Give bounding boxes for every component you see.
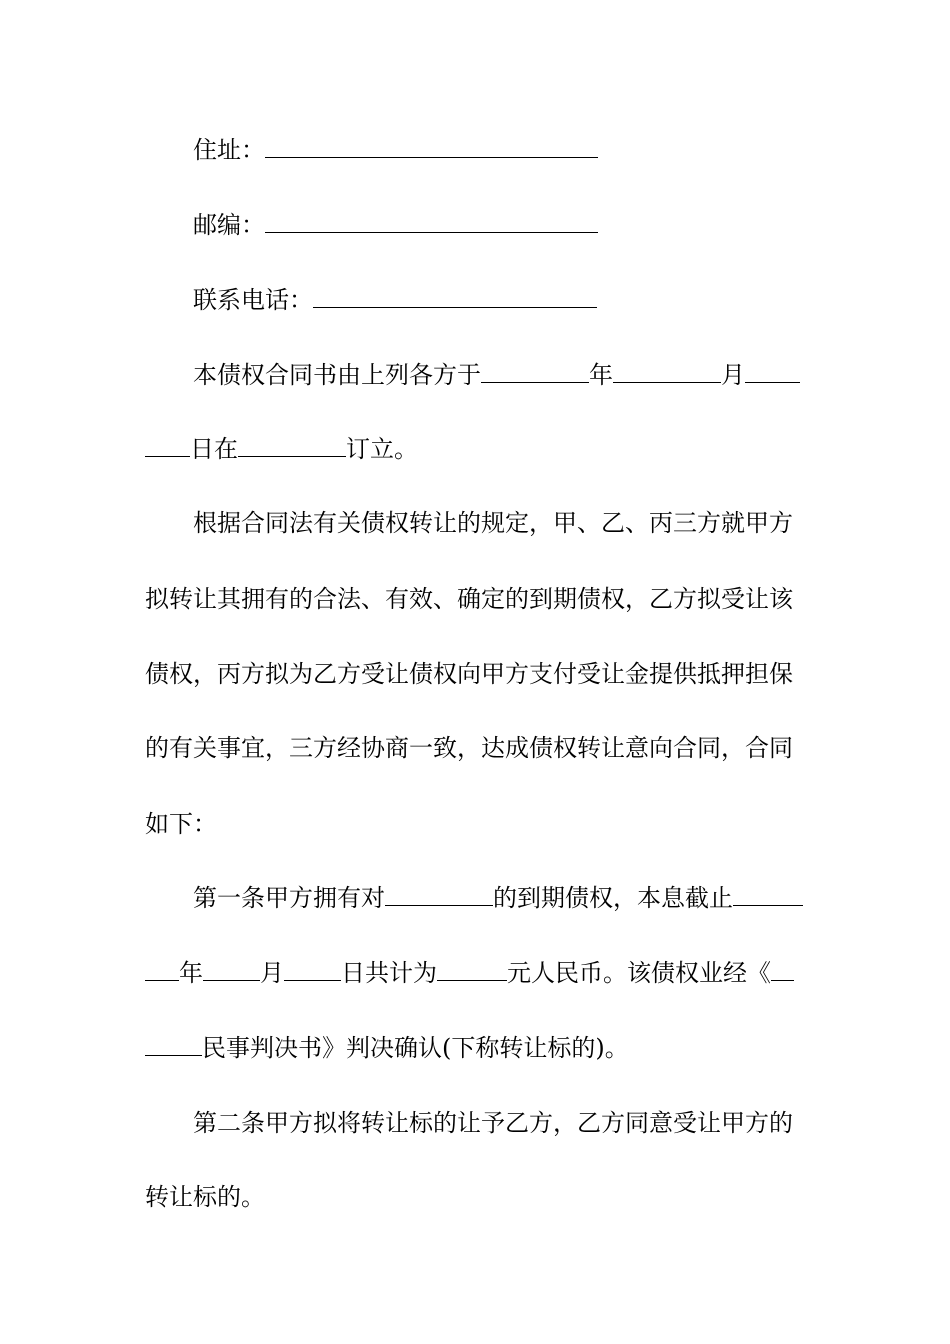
phone-label: 联系电话： xyxy=(193,286,313,314)
signing-place-blank[interactable] xyxy=(238,429,346,457)
cutoff-month-blank[interactable] xyxy=(203,953,260,981)
preamble-line-1: 根据合同法有关债权转让的规定，甲、乙、丙三方就甲方 xyxy=(193,509,793,537)
judgment-blank-part2[interactable] xyxy=(145,1028,202,1056)
postcode-label: 邮编： xyxy=(193,211,265,239)
preamble-line-3: 债权，丙方拟为乙方受让债权向甲方支付受让金提供抵押担保 xyxy=(145,660,793,688)
signing-day-blank-part2[interactable] xyxy=(145,429,190,457)
article1-part6: 元人民币。该债权业经《 xyxy=(507,959,771,987)
address-label: 住址： xyxy=(193,136,265,164)
article2-line-2: 转让标的。 xyxy=(145,1183,265,1211)
phone-line xyxy=(193,280,810,320)
article1-part5: 日共计为 xyxy=(341,959,437,987)
address-blank[interactable] xyxy=(265,130,598,158)
postcode-line xyxy=(193,205,810,245)
signing-line-2 xyxy=(145,429,810,469)
article1-part1: 第一条甲方拥有对 xyxy=(193,884,385,912)
article1-line-1 xyxy=(193,878,810,918)
cutoff-day-blank[interactable] xyxy=(284,953,341,981)
cutoff-year-blank-part2[interactable] xyxy=(145,953,179,981)
article1-part7: 民事判决书》判决确认(下称转让标的)。 xyxy=(202,1034,629,1062)
signing-month-blank[interactable] xyxy=(613,355,721,383)
article2-line-1: 第二条甲方拟将转让标的让予乙方，乙方同意受让甲方的 xyxy=(193,1109,793,1137)
signing-day-blank-part1[interactable] xyxy=(745,355,800,383)
article1-part2: 的到期债权，本息截止 xyxy=(493,884,733,912)
preamble-line-5: 如下： xyxy=(145,810,217,838)
article1-line-2 xyxy=(145,953,810,993)
debtor-blank[interactable] xyxy=(385,878,493,906)
signing-year-label: 年 xyxy=(589,361,613,389)
article1-month-label: 月 xyxy=(260,959,284,987)
phone-blank[interactable] xyxy=(313,280,597,308)
signing-month-label: 月 xyxy=(721,361,745,389)
article1-line-3 xyxy=(145,1028,810,1068)
preamble-line-4: 的有关事宜，三方经协商一致，达成债权转让意向合同，合同 xyxy=(145,734,793,762)
postcode-blank[interactable] xyxy=(265,205,598,233)
signing-year-blank[interactable] xyxy=(481,355,589,383)
signing-end: 订立。 xyxy=(346,435,418,463)
signing-intro: 本债权合同书由上列各方于 xyxy=(193,361,481,389)
amount-blank[interactable] xyxy=(437,953,507,981)
cutoff-year-blank-part1[interactable] xyxy=(733,878,803,906)
address-line xyxy=(193,130,810,170)
signing-line-1 xyxy=(193,355,810,395)
signing-day-label: 日在 xyxy=(190,435,238,463)
article1-year-label: 年 xyxy=(179,959,203,987)
preamble-line-2: 拟转让其拥有的合法、有效、确定的到期债权，乙方拟受让该 xyxy=(145,585,793,613)
judgment-blank-part1[interactable] xyxy=(771,953,794,981)
